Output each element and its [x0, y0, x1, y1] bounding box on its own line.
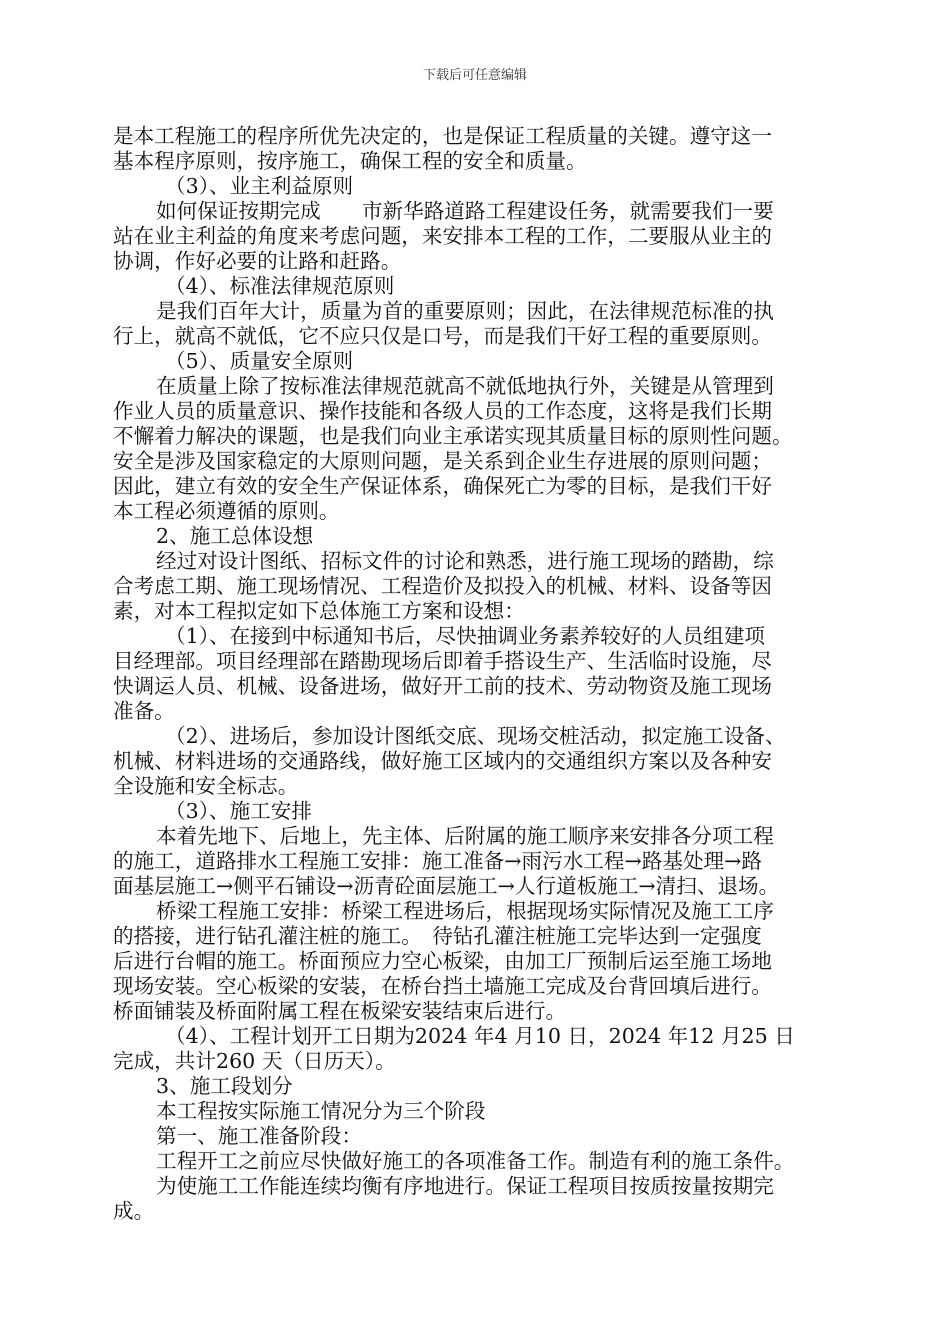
text-line: 的施工，道路排水工程施工安排：施工准备→雨污水工程→路基处理→路 [113, 849, 762, 873]
text-line: 现场安装。空心板梁的安装，在桥台挡土墙施工完成及台背回填后进行。 [113, 974, 772, 998]
text-line: （4）、工程计划开工日期为2024 年4 月10 日，2024 年12 月25 日 [165, 1024, 795, 1048]
text-line: 面基层施工→侧平石铺设→沥青砼面层施工→人行道板施工→清扫、退场。 [113, 874, 780, 898]
text-line: 第一、施工准备阶段： [156, 1124, 362, 1148]
section-heading: （4）、标准法律规范原则 [165, 274, 395, 298]
text-line: 快调运人员、机械、设备进场，做好开工前的技术、劳动物资及施工现场 [113, 674, 772, 698]
text-line: 本工程按实际施工情况分为三个阶段 [156, 1099, 486, 1123]
text-line: 因此，建立有效的安全生产保证体系，确保死亡为零的目标，是我们干好 [113, 474, 772, 498]
text-line: 安全是涉及国家稳定的大原则问题，是关系到企业生存进展的原则问题； [113, 449, 772, 473]
page-header: 下载后可任意编辑 [422, 68, 527, 83]
text-line: 站在业主利益的角度来考虑问题，来安排本工程的工作，二要服从业主的 [113, 224, 772, 248]
text-line: 协调，作好必要的让路和赶路。 [113, 249, 402, 273]
section-heading: 3、施工段划分 [156, 1074, 293, 1098]
section-heading: 2、施工总体设想 [156, 524, 314, 548]
document-body [113, 124, 853, 1224]
text-line: 目经理部。项目经理部在踏勘现场后即着手搭设生产、生活临时设施，尽 [113, 649, 772, 673]
text-line: 不懈着力解决的课题，也是我们向业主承诺实现其质量目标的原则性问题。 [113, 424, 793, 448]
text-line: 为使施工工作能连续均衡有序地进行。保证工程项目按质按量按期完 [156, 1174, 774, 1198]
text-line: 准备。 [113, 699, 175, 723]
text-line: 合考虑工期、施工现场情况、工程造价及拟投入的机械、材料、设备等因 [113, 574, 772, 598]
text-line: 作业人员的质量意识、操作技能和各级人员的工作态度，这将是我们长期 [113, 399, 772, 423]
text-line: 本工程必须遵循的原则。 [113, 499, 340, 523]
section-heading: （3）、业主利益原则 [165, 174, 354, 198]
section-heading: （5）、质量安全原则 [165, 349, 354, 373]
text-line: 的搭接，进行钻孔灌注桩的施工。 待钻孔灌注桩施工完毕达到一定强度 [113, 924, 762, 948]
text-line: 在质量上除了按标准法律规范就高不就低地执行外，关键是从管理到 [156, 374, 774, 398]
text-line: 行上，就高不就低，它不应只仅是口号，而是我们干好工程的重要原则。 [113, 324, 772, 348]
text-line: 工程开工之前应尽快做好施工的各项准备工作。制造有利的施工条件。 [156, 1149, 795, 1173]
text-line: 基本程序原则，按序施工，确保工程的安全和质量。 [113, 149, 587, 173]
text-line: 经过对设计图纸、招标文件的讨论和熟悉，进行施工现场的踏勘，综 [156, 549, 774, 573]
text-line: （1）、在接到中标通知书后，尽快抽调业务素养较好的人员组建项 [165, 624, 766, 648]
text-line: 完成，共计260 天（日历天）。 [113, 1049, 396, 1073]
text-line: 是我们百年大计，质量为首的重要原则；因此，在法律规范标准的执 [156, 299, 774, 323]
text-line: 成。 [113, 1199, 155, 1223]
text-line: 本着先地下、后地上，先主体、后附属的施工顺序来安排各分项工程 [156, 824, 774, 848]
text-line: 素，对本工程拟定如下总体施工方案和设想： [113, 599, 525, 623]
text-line: 桥面铺装及桥面附属工程在板梁安装结束后进行。 [113, 999, 567, 1023]
text-line: 全设施和安全标志。 [113, 774, 299, 798]
text-line: 桥梁工程施工安排：桥梁工程进场后，根据现场实际情况及施工工序 [156, 899, 774, 923]
text-line: 如何保证按期完成 市新华路道路工程建设任务，就需要我们一要 [156, 199, 774, 223]
text-line: （2）、进场后，参加设计图纸交底、现场交桩活动，拟定施工设备、 [165, 724, 786, 748]
text-line: 机械、材料进场的交通路线，做好施工区域内的交通组织方案以及各种安 [113, 749, 772, 773]
text-line: 是本工程施工的程序所优先决定的，也是保证工程质量的关键。遵守这一 [113, 124, 772, 148]
text-line: 后进行台帽的施工。桥面预应力空心板梁，由加工厂预制后运至施工场地 [113, 949, 772, 973]
section-heading: （3）、施工安排 [165, 799, 312, 823]
